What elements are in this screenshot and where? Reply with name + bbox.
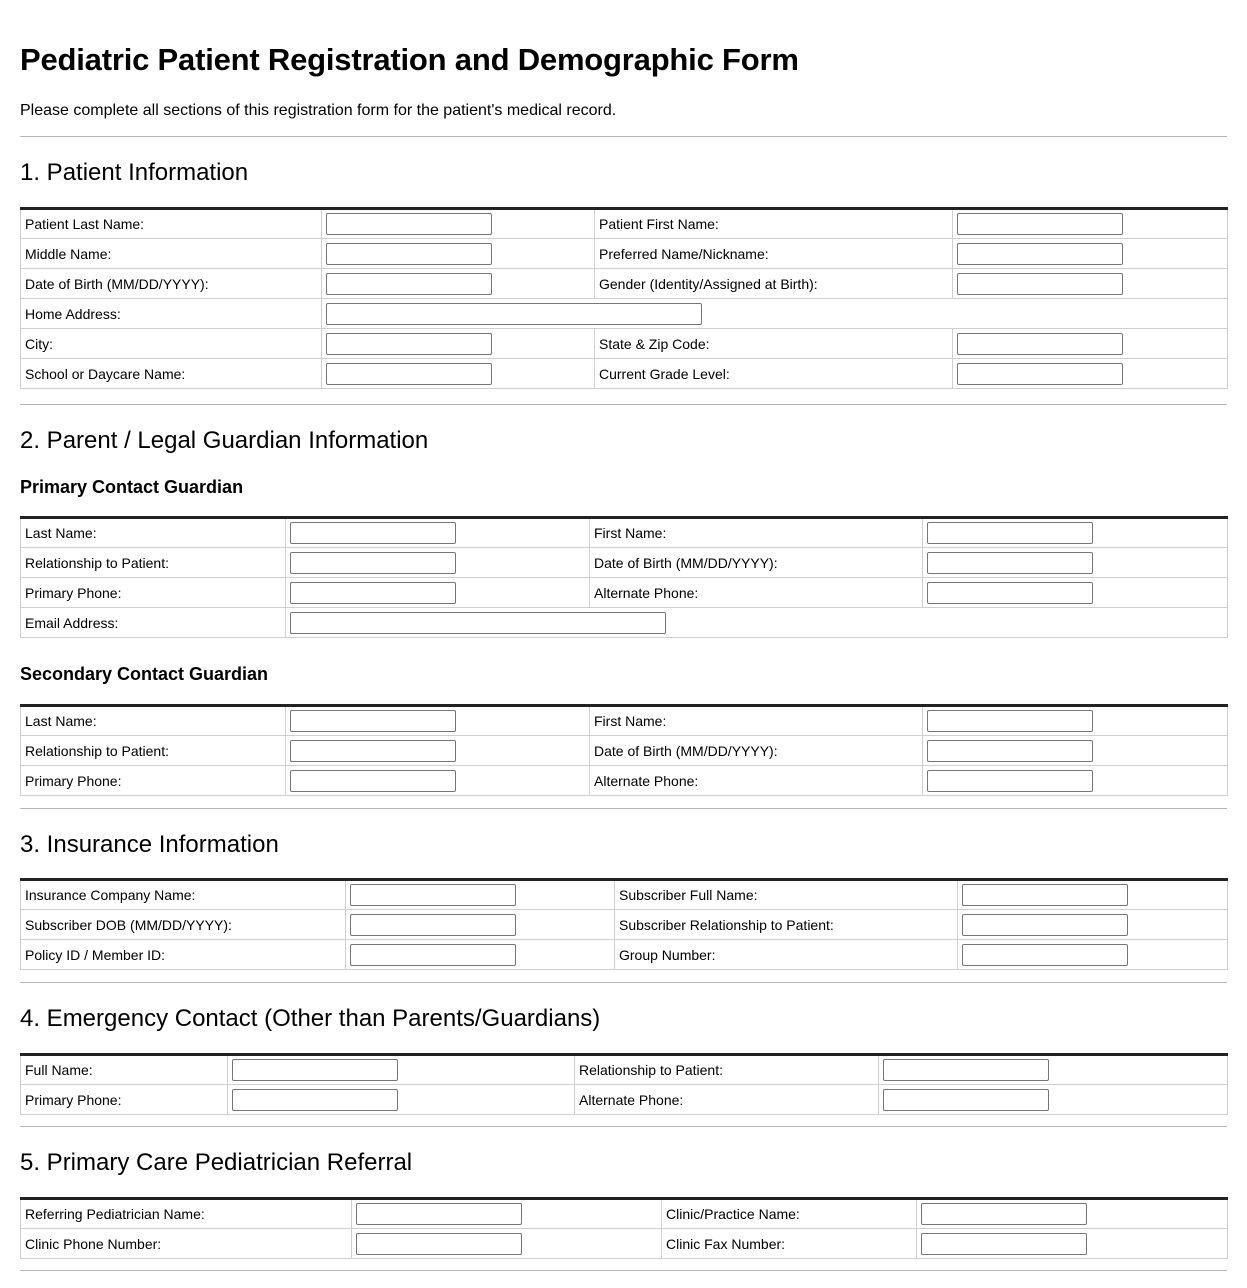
- secondary-guardian-phone-input[interactable]: [290, 770, 456, 792]
- table-row: [21, 910, 1228, 940]
- clinic-name-input[interactable]: [921, 1203, 1087, 1225]
- field-label: School or Daycare Name:: [21, 359, 322, 389]
- field-label: Insurance Company Name:: [21, 880, 346, 910]
- school-name-input[interactable]: [326, 363, 492, 385]
- table-row: [21, 578, 1228, 608]
- divider: [20, 808, 1227, 809]
- table-row: [21, 1229, 1228, 1259]
- field-label: Subscriber DOB (MM/DD/YYYY):: [21, 910, 346, 940]
- table-row: [21, 1055, 1228, 1085]
- secondary-guardian-alt-phone-input[interactable]: [927, 770, 1093, 792]
- field-label: Current Grade Level:: [595, 359, 953, 389]
- subscriber-dob-input[interactable]: [350, 914, 516, 936]
- insurance-company-input[interactable]: [350, 884, 516, 906]
- field-label: Alternate Phone:: [575, 1085, 879, 1115]
- field-label: Referring Pediatrician Name:: [21, 1199, 352, 1229]
- field-label: Alternate Phone:: [590, 766, 923, 796]
- section-title-guardian-information: 2. Parent / Legal Guardian Information: [20, 427, 429, 454]
- home-address-input[interactable]: [326, 303, 702, 325]
- section-title-patient-information: 1. Patient Information: [20, 159, 249, 186]
- field-label: Clinic Phone Number:: [21, 1229, 352, 1259]
- field-label: Date of Birth (MM/DD/YYYY):: [590, 736, 923, 766]
- table-row: [21, 518, 1228, 548]
- emergency-contact-table: [20, 1053, 1228, 1115]
- divider: [20, 1126, 1227, 1127]
- table-row: [21, 1199, 1228, 1229]
- field-label: Relationship to Patient:: [575, 1055, 879, 1085]
- table-row: [21, 239, 1228, 269]
- pediatrician-referral-table: [20, 1197, 1228, 1259]
- gender-input[interactable]: [957, 273, 1123, 295]
- field-label: Middle Name:: [21, 239, 322, 269]
- table-row: [21, 736, 1228, 766]
- intro-text: Please complete all sections of this registration form for the patient's medical record.: [20, 102, 617, 119]
- field-label: Subscriber Full Name:: [615, 880, 958, 910]
- subsection-title-secondary-guardian: Secondary Contact Guardian: [20, 664, 269, 684]
- secondary-guardian-relationship-input[interactable]: [290, 740, 456, 762]
- preferred-name-input[interactable]: [957, 243, 1123, 265]
- field-label: Date of Birth (MM/DD/YYYY):: [590, 548, 923, 578]
- referring-pediatrician-input[interactable]: [356, 1203, 522, 1225]
- state-zip-input[interactable]: [957, 333, 1123, 355]
- field-label: Clinic/Practice Name:: [662, 1199, 917, 1229]
- subscriber-relationship-input[interactable]: [962, 914, 1128, 936]
- field-label: First Name:: [590, 706, 923, 736]
- field-label: Subscriber Relationship to Patient:: [615, 910, 958, 940]
- divider: [20, 1270, 1227, 1271]
- divider: [20, 404, 1227, 405]
- field-label: Primary Phone:: [21, 766, 286, 796]
- subsection-title-primary-guardian: Primary Contact Guardian: [20, 477, 244, 497]
- table-row: [21, 359, 1228, 389]
- clinic-fax-input[interactable]: [921, 1233, 1087, 1255]
- field-label: First Name:: [590, 518, 923, 548]
- primary-guardian-last-name-input[interactable]: [290, 522, 456, 544]
- field-label: State & Zip Code:: [595, 329, 953, 359]
- field-label: Alternate Phone:: [590, 578, 923, 608]
- field-label: Patient Last Name:: [21, 209, 322, 239]
- primary-guardian-dob-input[interactable]: [927, 552, 1093, 574]
- subscriber-name-input[interactable]: [962, 884, 1128, 906]
- table-row: [21, 940, 1228, 970]
- field-label: Clinic Fax Number:: [662, 1229, 917, 1259]
- patient-last-name-input[interactable]: [326, 213, 492, 235]
- insurance-information-table: [20, 878, 1228, 970]
- field-label: Preferred Name/Nickname:: [595, 239, 953, 269]
- section-title-emergency-contact: 4. Emergency Contact (Other than Parents/Guardians): [20, 1005, 601, 1032]
- field-label: Group Number:: [615, 940, 958, 970]
- primary-guardian-first-name-input[interactable]: [927, 522, 1093, 544]
- policy-id-input[interactable]: [350, 944, 516, 966]
- primary-guardian-phone-input[interactable]: [290, 582, 456, 604]
- divider: [20, 982, 1227, 983]
- field-label: Full Name:: [21, 1055, 228, 1085]
- table-row: [21, 299, 1228, 329]
- primary-guardian-table: [20, 516, 1228, 638]
- table-row: [21, 1085, 1228, 1115]
- emergency-phone-input[interactable]: [232, 1089, 398, 1111]
- table-row: [21, 608, 1228, 638]
- field-label: Date of Birth (MM/DD/YYYY):: [21, 269, 322, 299]
- table-row: [21, 766, 1228, 796]
- field-label: Last Name:: [21, 706, 286, 736]
- page-title: Pediatric Patient Registration and Demographic Form: [20, 42, 799, 77]
- table-row: [21, 329, 1228, 359]
- patient-information-table: [20, 207, 1228, 389]
- emergency-alt-phone-input[interactable]: [883, 1089, 1049, 1111]
- field-label: Last Name:: [21, 518, 286, 548]
- emergency-relationship-input[interactable]: [883, 1059, 1049, 1081]
- table-row: [21, 706, 1228, 736]
- primary-guardian-relationship-input[interactable]: [290, 552, 456, 574]
- field-label: Primary Phone:: [21, 578, 286, 608]
- clinic-phone-input[interactable]: [356, 1233, 522, 1255]
- field-label: Home Address:: [21, 299, 322, 329]
- emergency-full-name-input[interactable]: [232, 1059, 398, 1081]
- middle-name-input[interactable]: [326, 243, 492, 265]
- table-row: [21, 880, 1228, 910]
- secondary-guardian-last-name-input[interactable]: [290, 710, 456, 732]
- city-input[interactable]: [326, 333, 492, 355]
- section-title-insurance-information: 3. Insurance Information: [20, 831, 279, 858]
- primary-guardian-alt-phone-input[interactable]: [927, 582, 1093, 604]
- group-number-input[interactable]: [962, 944, 1128, 966]
- table-row: [21, 269, 1228, 299]
- field-label: Patient First Name:: [595, 209, 953, 239]
- secondary-guardian-dob-input[interactable]: [927, 740, 1093, 762]
- section-title-pediatrician-referral: 5. Primary Care Pediatrician Referral: [20, 1149, 413, 1176]
- table-row: [21, 209, 1228, 239]
- patient-first-name-input[interactable]: [957, 213, 1123, 235]
- divider: [20, 136, 1227, 137]
- date-of-birth-input[interactable]: [326, 273, 492, 295]
- secondary-guardian-table: [20, 704, 1228, 796]
- field-label: Gender (Identity/Assigned at Birth):: [595, 269, 953, 299]
- field-label: Relationship to Patient:: [21, 548, 286, 578]
- field-label: Email Address:: [21, 608, 286, 638]
- field-label: City:: [21, 329, 322, 359]
- table-row: [21, 548, 1228, 578]
- field-label: Primary Phone:: [21, 1085, 228, 1115]
- secondary-guardian-first-name-input[interactable]: [927, 710, 1093, 732]
- field-label: Policy ID / Member ID:: [21, 940, 346, 970]
- field-label: Relationship to Patient:: [21, 736, 286, 766]
- primary-guardian-email-input[interactable]: [290, 612, 666, 634]
- grade-level-input[interactable]: [957, 363, 1123, 385]
